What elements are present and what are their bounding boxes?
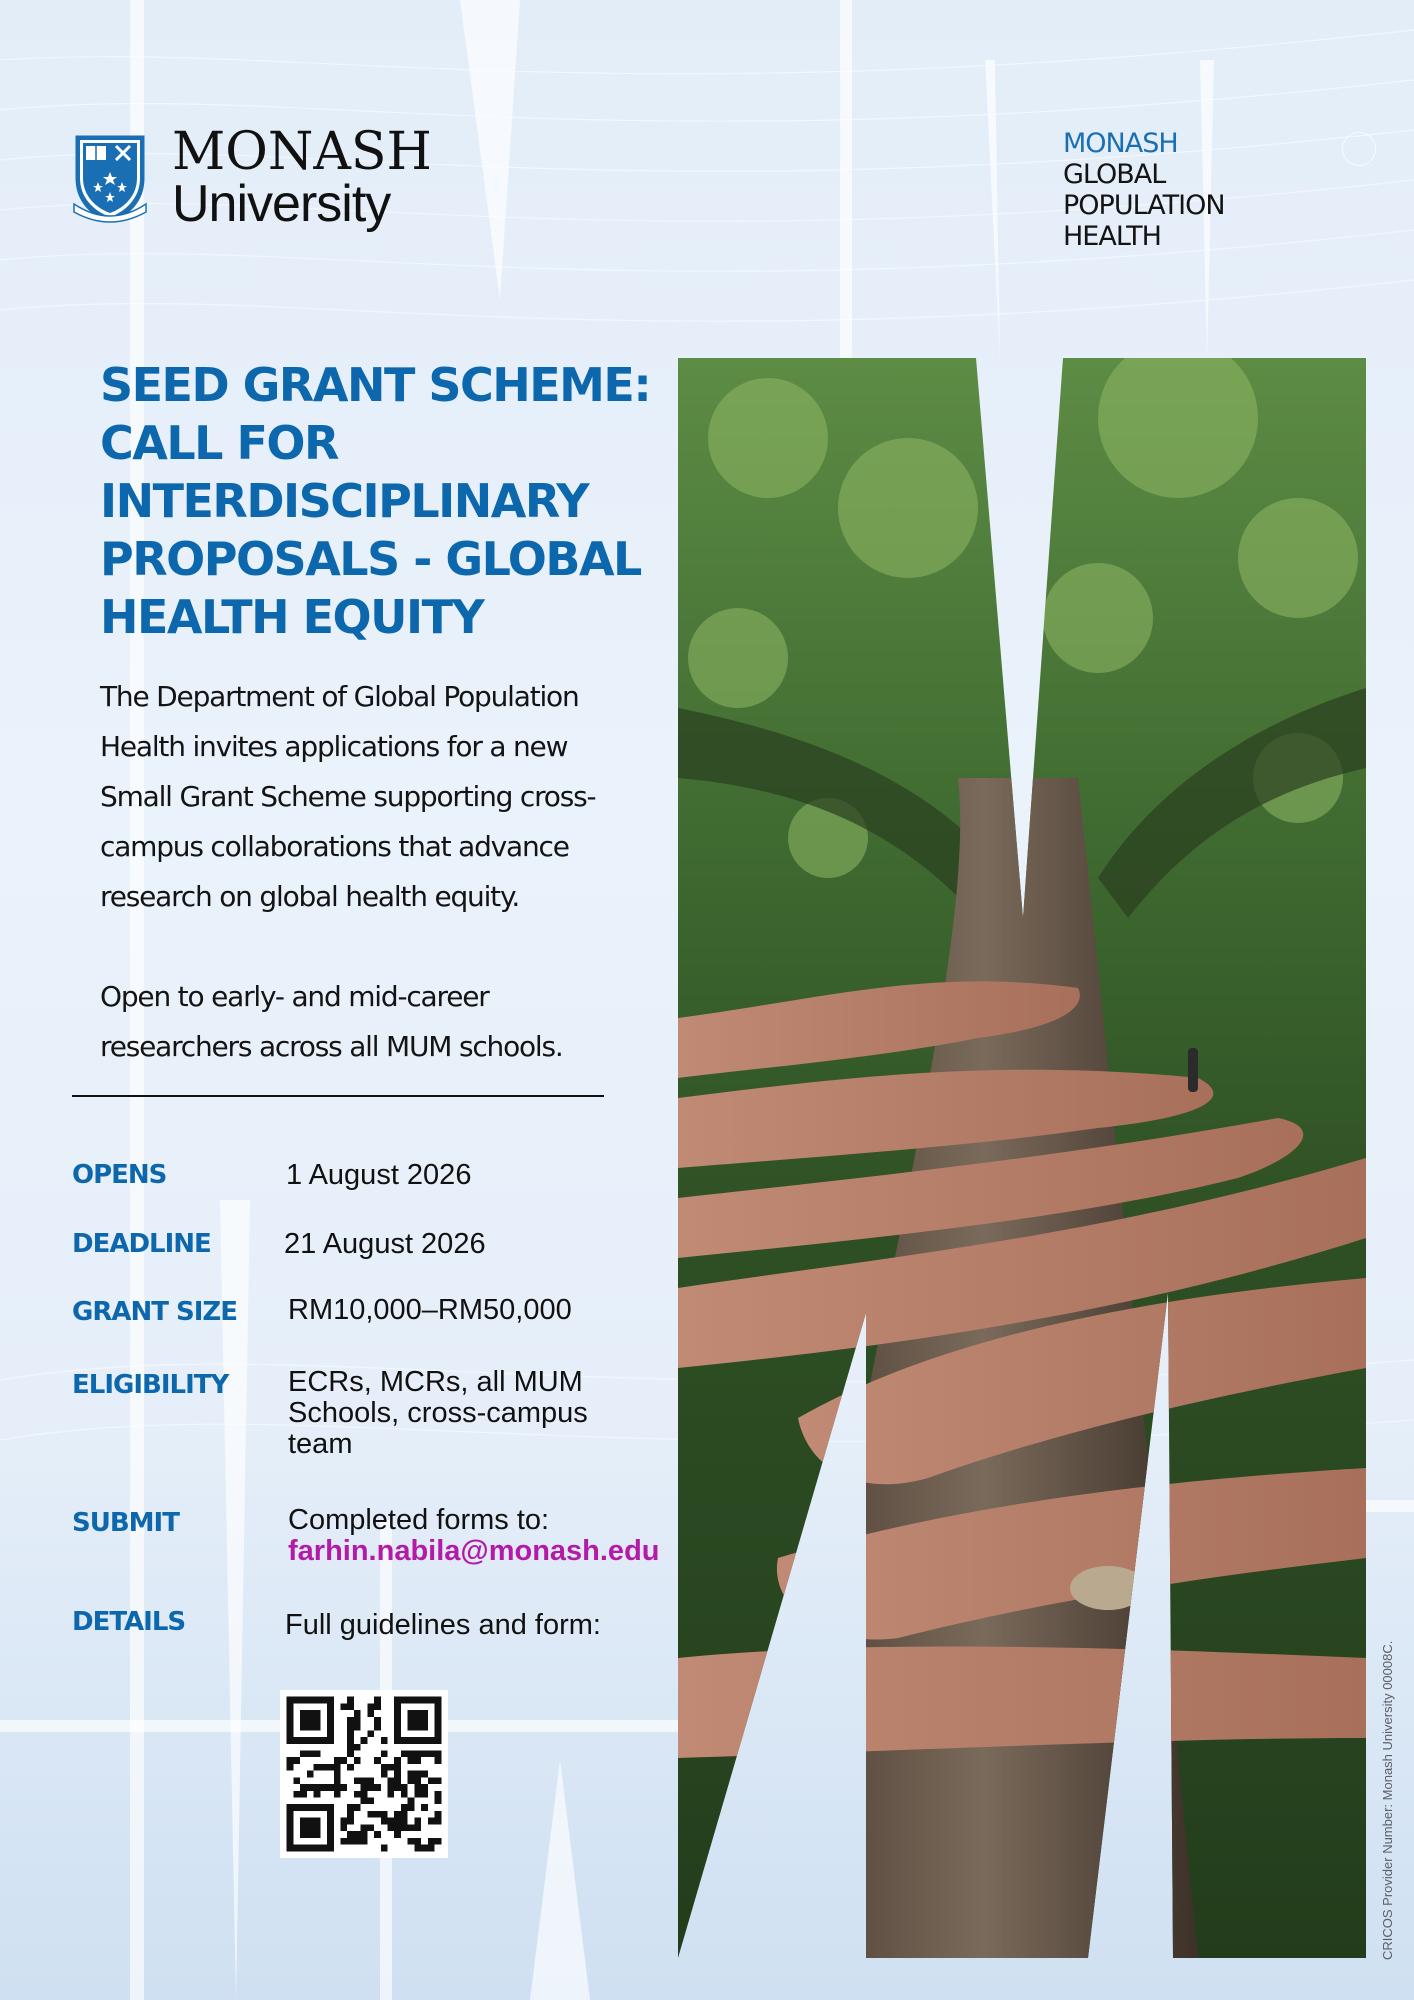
monash-university-logo (72, 122, 432, 238)
deadline-label: DEADLINE (72, 1229, 211, 1259)
intro-line: research on global health equity. (100, 880, 520, 913)
intro-line: campus collaborations that advance (100, 830, 569, 863)
submit-value (288, 1505, 660, 1567)
cricos-provider-number: CRICOS Provider Number: Monash University 00008C. (1380, 1640, 1395, 1960)
eligibility-value-line: ECRs, MCRs, all MUM (288, 1366, 583, 1398)
eligibility-note-line: researchers across all MUM schools. (100, 1030, 563, 1063)
submit-email-link[interactable]: farhin.nabila@monash.edu (288, 1535, 660, 1567)
page-title (100, 356, 660, 646)
opens-label: OPENS (72, 1160, 167, 1190)
title-line: PROPOSALS - GLOBAL (100, 532, 641, 586)
details-value: Full guidelines and form: (285, 1609, 601, 1641)
eligibility-label: ELIGIBILITY (72, 1370, 229, 1400)
department-line-4: HEALTH (1063, 221, 1161, 252)
intro-text (100, 672, 620, 1072)
university-wordmark: University (172, 175, 391, 233)
department-logo (1063, 128, 1225, 252)
divider (72, 1095, 604, 1097)
grant-size-value: RM10,000–RM50,000 (288, 1294, 572, 1326)
department-line-2: GLOBAL (1063, 159, 1166, 190)
qr-code-icon[interactable] (280, 1690, 448, 1858)
intro-line: The Department of Global Population (100, 680, 579, 713)
department-line-1: MONASH (1063, 128, 1178, 159)
intro-line: Health invites applications for a new (100, 730, 568, 763)
intro-line: Small Grant Scheme supporting cross- (100, 780, 596, 813)
eligibility-note-line: Open to early- and mid-career (100, 980, 489, 1013)
hands-on-tree-photo (678, 358, 1366, 1958)
title-line: SEED GRANT SCHEME: (100, 358, 651, 412)
monash-wordmark: MONASH (172, 122, 432, 182)
submit-instruction: Completed forms to: (288, 1504, 550, 1536)
eligibility-value (288, 1367, 588, 1460)
title-line: CALL FOR (100, 416, 338, 470)
title-line: INTERDISCIPLINARY (100, 474, 589, 528)
grant-size-label: GRANT SIZE (72, 1297, 238, 1327)
eligibility-value-line: Schools, cross-campus (288, 1397, 588, 1429)
monash-crest-icon (72, 132, 148, 224)
submit-label: SUBMIT (72, 1508, 179, 1538)
eligibility-value-line: team (288, 1428, 353, 1460)
opens-value: 1 August 2026 (286, 1159, 472, 1191)
deadline-value: 21 August 2026 (284, 1228, 486, 1260)
decorative-circle-icon (1342, 132, 1376, 166)
details-label: DETAILS (72, 1607, 186, 1637)
department-line-3: POPULATION (1063, 190, 1225, 221)
title-line: HEALTH EQUITY (100, 590, 484, 644)
